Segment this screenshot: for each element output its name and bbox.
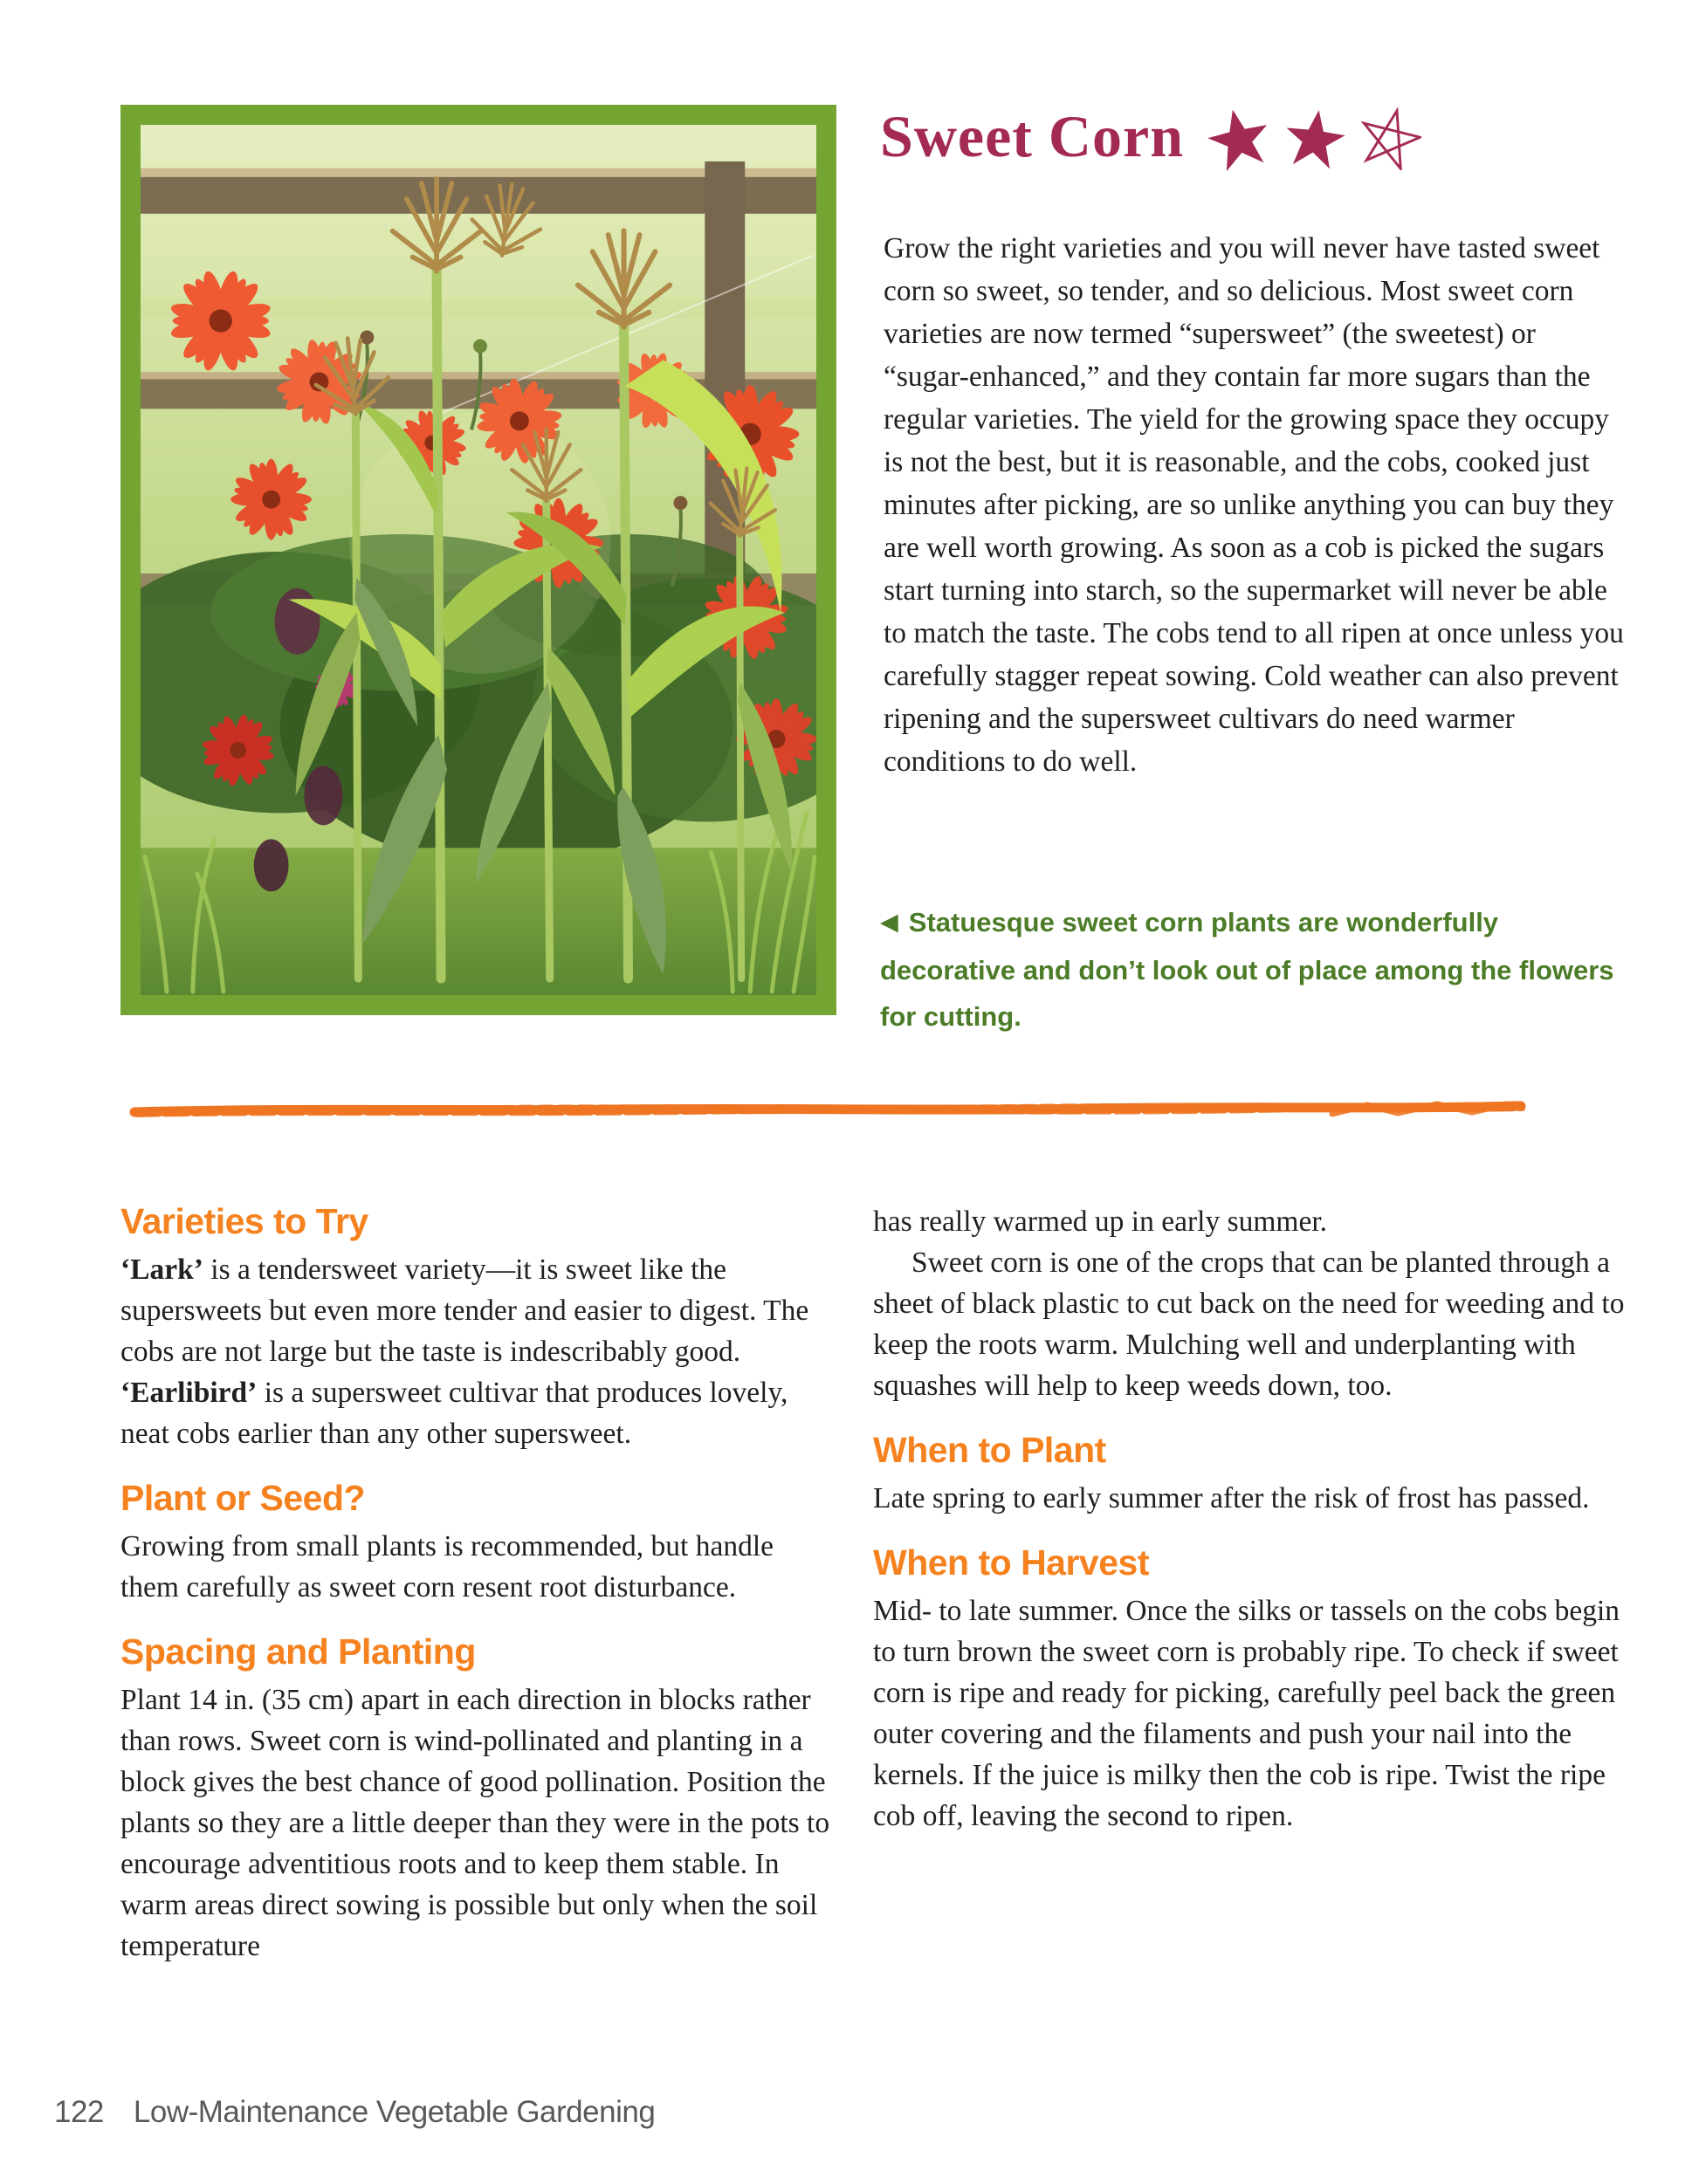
photo-frame (120, 105, 836, 1015)
heading-plant-or-seed: Plant or Seed? (120, 1478, 366, 1518)
book-title: Low-Maintenance Vegetable Gardening (133, 2095, 656, 2129)
when-to-plant-paragraph: Late spring to early summer after the risk of frost has passed. (873, 1482, 1590, 1514)
intro-paragraph (884, 227, 1624, 783)
varieties-text-2: is a supersweet cultivar that produces lovely, neat cobs earlier than any other supersweet. (120, 1377, 788, 1450)
heading-spacing-and-planting: Spacing and Planting (120, 1631, 476, 1672)
heading-when-to-harvest: When to Harvest (873, 1542, 1149, 1583)
when-to-harvest-paragraph: Mid- to late summer. Once the silks or tassels on the cobs begin to turn brown the sweet corn is probably ripe. To check if sweet corn is ripe and ready for picking, carefully peel back the green outer covering and the filaments and push your nail into the kernels. If the juice is milky then the cob is ripe. Twist the ripe cob off, leaving the second to ripen. (873, 1595, 1620, 1832)
photo-caption-text: Statuesque sweet corn plants are wonderfully decorative and don’t look out of place among the flowers for cutting. (880, 907, 1614, 1032)
varieties-text-1: is a tendersweet variety—it is sweet like the supersweets but even more tender and easier to digest. The cobs are not large but the taste is indescribably good. (120, 1253, 809, 1368)
variety-name-earlibird: ‘Earlibird’ (120, 1377, 258, 1409)
columns (120, 1201, 1626, 1967)
page-number: 122 (54, 2095, 104, 2129)
left-triangle-icon: ◀ (880, 909, 898, 936)
right-column (873, 1201, 1626, 1967)
spacing-paragraph-continued: has really warmed up in early summer. (873, 1205, 1328, 1238)
intro-text: Grow the right varieties and you will never have tasted sweet corn so sweet, so tender, and so delicious. Most sweet corn varieties are now termed “supersweet” (the sweetest) or “sugar-enhanced,” and they contain far more sugars than the regular varieties. The yield for the growing space they occupy is not the best, but it is reasonable, and the cobs, cooked just minutes after picking, are so unlike anything you can buy they are well worth growing. As soon as a cob is picked the sugars start turning into starch, so the supermarket will never be able to match the taste. The cobs tend to all ripen at once unless you carefully stagger repeat sowing. Cold weather can also prevent ripening and the supersweet cultivars do need warmer conditions to do well. (884, 232, 1624, 778)
star-filled-icon (1207, 106, 1271, 171)
page-footer (54, 2095, 655, 2130)
photo-caption (880, 899, 1627, 1040)
heading-varieties-to-try: Varieties to Try (120, 1201, 368, 1241)
spacing-paragraph: Plant 14 in. (35 cm) apart in each direction in blocks rather than rows. Sweet corn is wind-pollinated and planting in a block gives the best chance of good pollination. Position the plants so they are a little deeper than they were in the pots to encourage adventitious roots and to keep them stable. In warm areas direct sowing is possible but only when the soil temperature (120, 1684, 830, 1962)
rating-stars (1207, 106, 1421, 171)
title-row (880, 101, 1421, 171)
star-outline-icon (1359, 107, 1421, 170)
spacing-paragraph-continued-2: Sweet corn is one of the crops that can be planted through a sheet of black plastic to cut back on the need for weeding and to keep the roots warm. Mulching well and underplanting with squashes will help to keep weeds down, too. (873, 1247, 1625, 1402)
varieties-paragraph (120, 1249, 835, 1454)
variety-name-lark: ‘Lark’ (120, 1253, 203, 1286)
page-title: Sweet Corn (880, 103, 1185, 169)
star-filled-icon (1283, 107, 1346, 170)
plant-or-seed-paragraph: Growing from small plants is recommended, but handle them carefully as sweet corn resent root disturbance. (120, 1530, 774, 1604)
sweet-corn-photo (141, 125, 816, 995)
left-column (120, 1201, 835, 1967)
separator-rule (127, 1096, 1530, 1126)
heading-when-to-plant: When to Plant (873, 1430, 1106, 1470)
